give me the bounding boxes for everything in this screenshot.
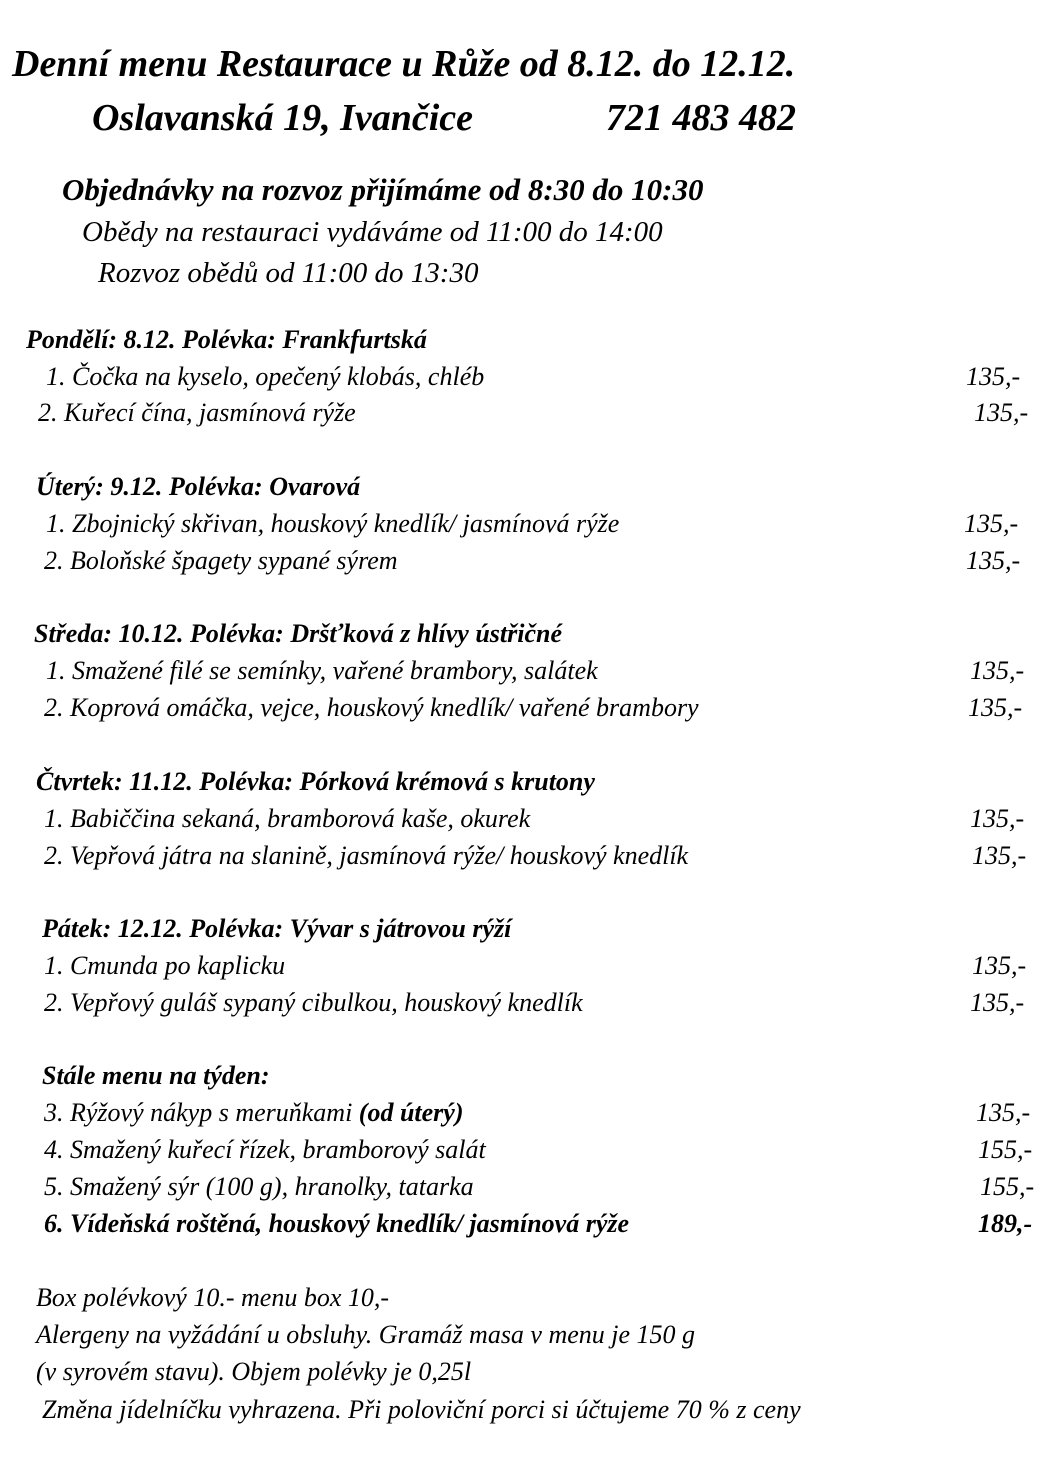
menu-item-price: 135,- xyxy=(972,951,1027,980)
menu-item-name: 3. Rýžový nákyp s meruňkami xyxy=(44,1098,353,1127)
menu-item-price: 135,- xyxy=(964,509,1019,538)
menu-item-price: 135,- xyxy=(968,693,1023,722)
note-box-price: Box polévkový 10.- menu box 10,- xyxy=(36,1283,390,1312)
delivery-orders-info: Objednávky na rozvoz přijímáme od 8:30 do 10:30 xyxy=(62,172,704,207)
menu-item-price: 135,- xyxy=(972,841,1027,870)
note-allergens: Alergeny na vyžádání u obsluhy. Gramáž masa v menu je 150 g xyxy=(36,1320,696,1349)
permanent-menu-heading: Stále menu na týden: xyxy=(42,1061,270,1090)
menu-item: 2. Kuřecí čína, jasmínová rýže xyxy=(38,398,356,427)
menu-item-price: 135,- xyxy=(970,804,1025,833)
menu-item: 2. Boloňské špagety sypané sýrem xyxy=(44,546,398,575)
day-heading-monday: Pondělí: 8.12. Polévka: Frankfurtská xyxy=(26,325,427,354)
menu-item: 1. Babiččina sekaná, bramborová kaše, okurek xyxy=(44,804,531,833)
menu-item: 1. Čočka na kyselo, opečený klobás, chléb xyxy=(46,362,485,391)
menu-item: 2. Vepřová játra na slanině, jasmínová rýže/ houskový knedlík xyxy=(44,841,689,870)
restaurant-phone: 721 483 482 xyxy=(606,97,796,139)
menu-item xyxy=(44,1097,464,1129)
menu-item-price: 189,- xyxy=(978,1209,1033,1238)
restaurant-lunch-hours: Obědy na restauraci vydáváme od 11:00 do 14:00 xyxy=(82,216,663,248)
menu-item-price: 135,- xyxy=(976,1098,1031,1127)
menu-item: 1. Zbojnický skřivan, houskový knedlík/ jasmínová rýže xyxy=(46,509,620,538)
menu-item: 2. Vepřový guláš sypaný cibulkou, houskový knedlík xyxy=(44,988,583,1017)
note-raw-weight: (v syrovém stavu). Objem polévky je 0,25l xyxy=(36,1357,472,1386)
menu-item: 6. Vídeňská roštěná, houskový knedlík/ jasmínová rýže xyxy=(44,1209,630,1238)
day-heading-tuesday: Úterý: 9.12. Polévka: Ovarová xyxy=(36,472,361,501)
menu-item-note: (od úterý) xyxy=(358,1098,464,1127)
menu-item-price: 135,- xyxy=(970,988,1025,1017)
menu-item-price: 135,- xyxy=(970,656,1025,685)
menu-item-price: 135,- xyxy=(966,546,1021,575)
menu-item-price: 155,- xyxy=(980,1172,1035,1201)
menu-item: 2. Koprová omáčka, vejce, houskový knedlík/ vařené brambory xyxy=(44,693,699,722)
restaurant-address: Oslavanská 19, Ivančice xyxy=(92,97,474,139)
menu-item-price: 135,- xyxy=(974,398,1029,427)
menu-item: 5. Smažený sýr (100 g), hranolky, tatarka xyxy=(44,1172,474,1201)
delivery-hours: Rozvoz obědů od 11:00 do 13:30 xyxy=(98,257,479,289)
menu-item: 4. Smažený kuřecí řízek, bramborový salát xyxy=(44,1135,486,1164)
day-heading-wednesday: Středa: 10.12. Polévka: Dršťková z hlívy ústřičné xyxy=(34,619,562,648)
menu-item: 1. Cmunda po kaplicku xyxy=(44,951,286,980)
menu-item: 1. Smažené filé se semínky, vařené brambory, salátek xyxy=(46,656,598,685)
day-heading-thursday: Čtvrtek: 11.12. Polévka: Pórková krémová s krutony xyxy=(36,767,595,796)
page-title: Denní menu Restaurace u Růže od 8.12. do 12.12. xyxy=(12,43,796,85)
note-menu-change: Změna jídelníčku vyhrazena. Při poloviční porci si účtujeme 70 % z ceny xyxy=(42,1395,801,1424)
menu-item-price: 135,- xyxy=(966,362,1021,391)
day-heading-friday: Pátek: 12.12. Polévka: Vývar s játrovou rýží xyxy=(42,914,512,943)
menu-item-price: 155,- xyxy=(978,1135,1033,1164)
